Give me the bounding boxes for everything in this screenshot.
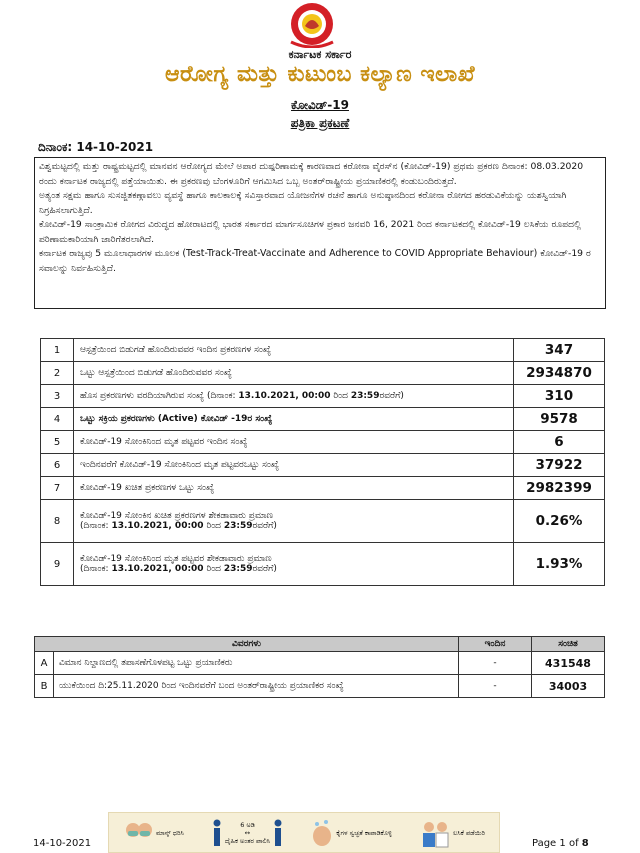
row-number: 7 bbox=[41, 477, 74, 500]
row-value: 37922 bbox=[514, 454, 605, 477]
row-number: 9 bbox=[41, 543, 74, 586]
row-number: 4 bbox=[41, 408, 74, 431]
row-value: 310 bbox=[514, 385, 605, 408]
sanitize-cell bbox=[311, 818, 392, 848]
karnataka-emblem-icon bbox=[281, 2, 343, 48]
person-icon bbox=[212, 818, 222, 848]
footer-date: 14-10-2021 bbox=[33, 838, 92, 849]
table-header-row bbox=[35, 637, 605, 652]
row-total: 34003 bbox=[532, 675, 605, 698]
press-release-heading: ಪತ್ರಿಕಾ ಪ್ರಕಟಣೆ bbox=[290, 116, 350, 130]
intro-paragraph-3: ಕೋವಿಡ್-19 ಸಾಂಕ್ರಾಮಿಕ ರೋಗದ ವಿರುದ್ಧದ ಹೋರಾಟದಲ್ಲಿ ಭಾರತ ಸರ್ಕಾರದ ಮಾರ್ಗಸೂಚಿಗಳ ಪ್ರಕಾರ ಜನವರಿ 16, 2021 ರಿಂದ ಕರ್ನಾಟಕದಲ್ಲಿ ಕೋವಿಡ್-19 ಲಸಿಕೆಯ ರೂಪದಲ್ಲಿ ಪರಿಣಾಮಕಾರಿಯಾಗಿ ಜಾರಿಗೆತರಲಾಗಿದೆ. bbox=[39, 219, 582, 245]
row-key: A bbox=[35, 652, 54, 675]
table-row bbox=[41, 477, 605, 500]
row-number: 5 bbox=[41, 431, 74, 454]
table-row bbox=[35, 675, 605, 698]
safety-banner bbox=[108, 812, 500, 853]
row-label: ಹೊಸ ಪ್ರಕರಣಗಳು ವರದಿಯಾಗಿರುವ ಸಂಖ್ಯೆ (ದಿನಾಂಕ: 13.10.2021, 00:00 ರಿಂದ 23:59ರವರೆಗೆ) bbox=[74, 385, 514, 408]
header-details: ವಿವರಗಳು bbox=[35, 637, 459, 652]
row-value: 6 bbox=[514, 431, 605, 454]
row-value: 9578 bbox=[514, 408, 605, 431]
row-total: 431548 bbox=[532, 652, 605, 675]
covid-heading: ಕೋವಿಡ್-19 bbox=[291, 98, 349, 112]
row-label: ಕೋವಿಡ್-19 ಸೋಂಕಿನಿಂದ ಮೃತ ಪಟ್ಟವರ ಇಂದಿನ ಸಂಖ್ಯೆ bbox=[74, 431, 514, 454]
row-number: 3 bbox=[41, 385, 74, 408]
row-value: 2982399 bbox=[514, 477, 605, 500]
row-today: - bbox=[459, 675, 532, 698]
table-row bbox=[35, 652, 605, 675]
release-date: ದಿನಾಂಕ: 14-10-2021 bbox=[38, 140, 154, 154]
distance-label: 6 ಅಡಿ ↔ ದೈಹಿಕ ಅಂತರ ಪಾಲಿಸಿ bbox=[224, 820, 271, 845]
row-number: 6 bbox=[41, 454, 74, 477]
table-row bbox=[41, 385, 605, 408]
distance-cell bbox=[212, 818, 283, 848]
row-label: ಇಂದಿನವರೆಗೆ ಕೋವಿಡ್-19 ಸೋಂಕಿನಿಂದ ಮೃತ ಪಟ್ಟವರಒಟ್ಟು ಸಂಖ್ಯೆ bbox=[74, 454, 514, 477]
table-row bbox=[41, 543, 605, 586]
covid-stats-table bbox=[40, 338, 605, 586]
vaccine-icon bbox=[420, 818, 450, 848]
row-label: ಕೋವಿಡ್-19 ಸೋಂಕಿನಿಂದ ಮೃತ ಪಟ್ಟವರ ಶೇಕಡಾವಾರು ಪ್ರಮಾಣ (ದಿನಾಂಕ: 13.10.2021, 00:00 ರಿಂದ 23:59ರವರೆಗೆ) bbox=[74, 543, 514, 586]
row-number: 8 bbox=[41, 500, 74, 543]
row-label: ಒಟ್ಟು ಸಕ್ರಿಯ ಪ್ರಕರಣಗಳು (Active) ಕೋವಿಡ್ -19ರ ಸಂಖ್ಯೆ bbox=[74, 408, 514, 431]
table-row bbox=[41, 500, 605, 543]
vaccine-cell bbox=[420, 818, 485, 848]
table-row bbox=[41, 431, 605, 454]
row-value: 0.26% bbox=[514, 500, 605, 543]
table-row bbox=[41, 362, 605, 385]
government-name: ಕರ್ನಾಟಕ ಸರ್ಕಾರ bbox=[288, 48, 352, 61]
person-icon bbox=[273, 818, 283, 848]
row-today: - bbox=[459, 652, 532, 675]
mask-icon bbox=[123, 818, 153, 848]
row-label: ಯುಕೆಯಿಂದ ದಿ:25.11.2020 ರಿಂದ ಇಂದಿನವರೆಗೆ ಬಂದ ಅಂತರ್‌ರಾಷ್ಟ್ರೀಯ ಪ್ರಯಾಣಿಕರ ಸಂಖ್ಯೆ bbox=[54, 675, 459, 698]
mask-text: ಮಾಸ್ಕ್ ಧರಿಸಿ bbox=[156, 828, 184, 837]
department-title: ಆರೋಗ್ಯ ಮತ್ತು ಕುಟುಂಬ ಕಲ್ಯಾಣ ಇಲಾಖೆ bbox=[164, 62, 476, 87]
header-cumulative: ಸಂಚಿತ bbox=[532, 637, 605, 652]
row-value: 2934870 bbox=[514, 362, 605, 385]
intro-paragraph-1: ವಿಶ್ವಮಟ್ಟದಲ್ಲಿ ಮತ್ತು ರಾಷ್ಟ್ರಮಟ್ಟದಲ್ಲಿ ಮಾನವನ ಆರೋಗ್ಯದ ಮೇಲೆ ಅಪಾರ ದುಷ್ಪರಿಣಾಮಕ್ಕೆ ಕಾರಣವಾದ ಕರೋನಾ ವೈರಸ್‌ನ (ಕೋವಿಡ್-19) ಪ್ರಥಮ ಪ್ರಕರಣ ದಿನಾಂಕ: 08.03.2020 ರಂದು ಕರ್ನಾಟಕ ರಾಜ್ಯದಲ್ಲಿ ಪತ್ತೆಯಾಯಿತು. ಈ ಪ್ರಕರಣವು ಬೆಂಗಳೂರಿಗೆ ಆಗಮಿಸಿದ ಒಬ್ಬ ಅಂತರ್‌ರಾಷ್ಟ್ರೀಯ ಪ್ರಯಾಣಿಕರಲ್ಲಿ ಕಂಡುಬಂದಿರುತ್ತದೆ. bbox=[39, 161, 584, 187]
row-value: 347 bbox=[514, 339, 605, 362]
table-row bbox=[41, 408, 605, 431]
table-row bbox=[41, 339, 605, 362]
row-label: ಒಟ್ಟು ಆಸ್ಪತ್ರೆಯಿಂದ ಬಿಡುಗಡೆ ಹೊಂದಿರುವವರ ಸಂಖ್ಯೆ bbox=[74, 362, 514, 385]
intro-box bbox=[34, 157, 606, 309]
row-label: ವಿಮಾನ ನಿಲ್ದಾಣದಲ್ಲಿ ತಪಾಸಣೆಗೊಳಪಟ್ಟ ಒಟ್ಟು ಪ್ರಯಾಣಿಕರು bbox=[54, 652, 459, 675]
vaccine-text: ಲಸಿಕೆ ಪಡೆಯಿರಿ bbox=[453, 828, 485, 837]
row-number: 1 bbox=[41, 339, 74, 362]
mask-cell bbox=[123, 818, 184, 848]
intro-paragraph-4: ಕರ್ನಾಟಕ ರಾಜ್ಯವು 5 ಮೂಲಾಧಾರಗಳ ಮೂಲಕ (Test-Track-Treat-Vaccinate and Adherence to COVID Appropriate Behaviour) ಕೋವಿಡ್-19 ರ ಸವಾಲನ್ನು ನಿರ್ವಹಿಸುತ್ತಿದೆ. bbox=[39, 248, 591, 274]
sanitize-text: ಕೈಗಳ ಸ್ವಚ್ಛತೆ ಕಾಪಾಡಿಕೊಳ್ಳಿ bbox=[336, 828, 392, 837]
row-label: ಆಸ್ಪತ್ರೆಯಿಂದ ಬಿಡುಗಡೆ ಹೊಂದಿರುವವರ ಇಂದಿನ ಪ್ರಕರಣಗಳ ಸಂಖ್ಯೆ bbox=[74, 339, 514, 362]
page-number: Page 1 of 8 bbox=[532, 838, 589, 849]
row-label: ಕೋವಿಡ್-19 ಖಚಿತ ಪ್ರಕರಣಗಳ ಒಟ್ಟು ಸಂಖ್ಯೆ bbox=[74, 477, 514, 500]
row-key: B bbox=[35, 675, 54, 698]
row-label: ಕೋವಿಡ್-19 ಸೋಂಕಿನ ಖಚಿತ ಪ್ರಕರಣಗಳ ಶೇಕಡಾವಾರು ಪ್ರಮಾಣ (ದಿನಾಂಕ: 13.10.2021, 00:00 ರಿಂದ 23:59ರವರೆಗೆ) bbox=[74, 500, 514, 543]
travel-table bbox=[34, 636, 605, 698]
header-today: ಇಂದಿನ bbox=[459, 637, 532, 652]
table-row bbox=[41, 454, 605, 477]
intro-paragraph-2: ಅತ್ಯಂತ ಸಕ್ಷಮ ಹಾಗೂ ಸುಸಜ್ಜಿತಕಣ್ಗಾವಲು ವ್ಯವಸ್ಥೆ ಹಾಗೂ ಕಾಲಕಾಲಕ್ಕೆ ಸವಿಸ್ತಾರವಾದ ಯೋಜನೆಗಳ ರಚನೆ ಹಾಗೂ ಅನುಷ್ಠಾನದಿಂದ ಕರೋನಾ ರೋಗದ ಹರಡುವಿಕೆಯನ್ನು ಯಶಸ್ವಿಯಾಗಿ ನಿಗ್ರಹಿಸಲಾಗುತ್ತಿದೆ. bbox=[39, 190, 567, 216]
hand-wash-icon bbox=[311, 818, 333, 848]
row-value: 1.93% bbox=[514, 543, 605, 586]
row-number: 2 bbox=[41, 362, 74, 385]
